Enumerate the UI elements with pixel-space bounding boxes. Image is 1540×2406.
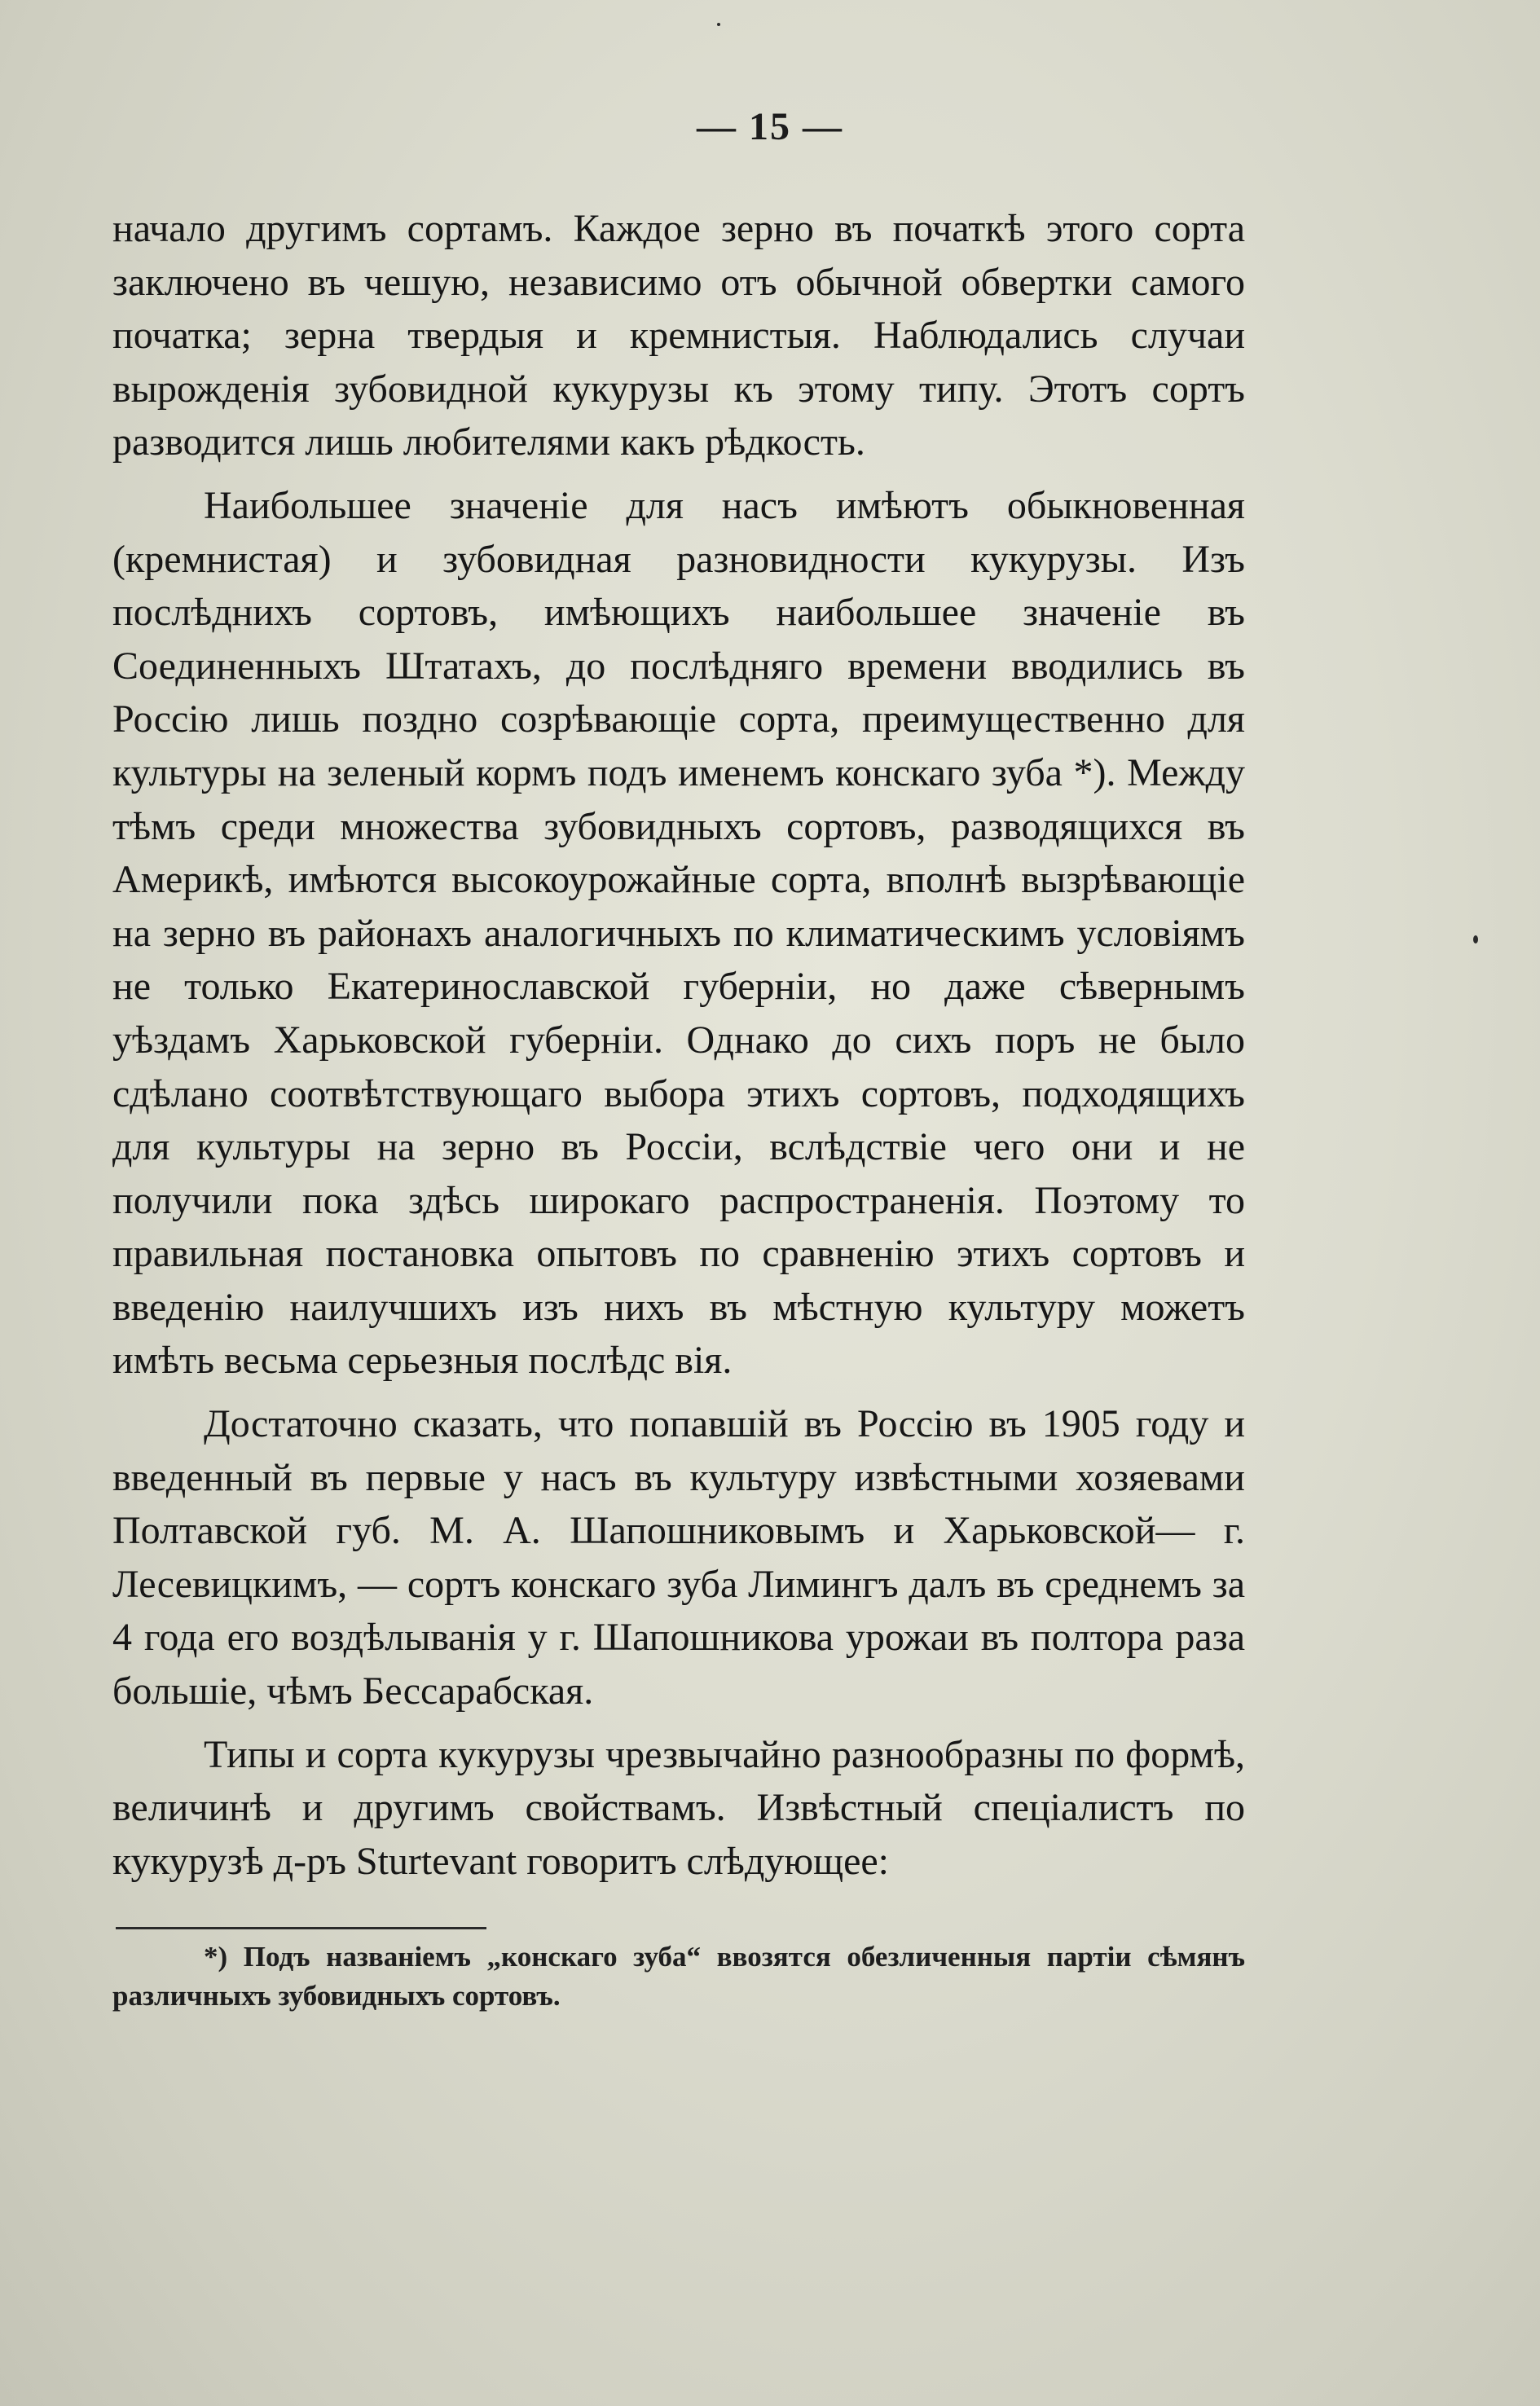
paper-speck xyxy=(717,23,720,26)
paragraph-3: Достаточно сказать, что попавшій въ Россію въ 1905 году и введенный въ первые у насъ въ культуру извѣстными хозяевами Полтавской губ. М. А. Шапошниковымъ и Харьковской— г. Лесевицкимъ, — сортъ конскаго зуба Лимингъ далъ въ среднемъ за 4 года его воздѣлыванія у г. Шапошникова урожаи въ полтора раза большіе, чѣмъ Бессарабская. xyxy=(112,1402,1245,1713)
page-number: — 15 — xyxy=(697,105,843,148)
paragraph-1: начало другимъ сортамъ. Каждое зерно въ початкѣ этого сорта заключено въ чешую, независимо отъ обычной обвертки самого початка; зерна твердыя и кремнистыя. Наблюдались случаи вырожденія зубовидной кукурузы къ этому типу. Этотъ сортъ разводится лишь любителями какъ рѣдкость. xyxy=(112,207,1245,464)
footnote: *) Подъ названіемъ „конскаго зуба“ ввозятся обезличенныя партіи сѣмянъ различныхъ зубовидныхъ сортовъ. xyxy=(112,1941,1245,2012)
footnote-separator xyxy=(116,1927,486,1929)
paragraph-4: Типы и сорта кукурузы чрезвычайно разнообразны по формѣ, величинѣ и другимъ свойствамъ. Извѣстный спеціалистъ по кукурузѣ д-ръ Sturtevant говоритъ слѣдующее: xyxy=(112,1732,1245,1883)
main-text xyxy=(112,202,1245,1888)
paragraph-2: Наибольшее значеніе для насъ имѣютъ обыкновенная (кремнистая) и зубовидная разновидности кукурузы. Изъ послѣднихъ сортовъ, имѣющихъ наибольшее значеніе въ Соединенныхъ Штатахъ, до послѣдняго времени вводились въ Россію лишь поздно созрѣвающіе сорта, преимущественно для культуры на зеленый кормъ подъ именемъ конскаго зуба *). Между тѣмъ среди множества зубовидныхъ сортовъ, разводящихся въ Америкѣ, имѣются высокоурожайные сорта, вполнѣ вызрѣвающіе на зерно въ районахъ аналогичныхъ по климатическимъ условіямъ не только Екатеринославской губерніи, но даже сѣвернымъ уѣздамъ Харьковской губерніи. Однако до сихъ поръ не было сдѣлано соотвѣтствующаго выбора этихъ сортовъ, подходящихъ для культуры на зерно въ Россіи, вслѣдствіе чего они и не получили пока здѣсь широкаго распространенія. Поэтому то правильная постановка опытовъ по сравненію этихъ сортовъ и введенію наилучшихъ изъ нихъ въ мѣстную культуру можетъ имѣть весьма серьезныя послѣдс вія. xyxy=(112,483,1245,1383)
paper-speck xyxy=(1473,935,1478,943)
